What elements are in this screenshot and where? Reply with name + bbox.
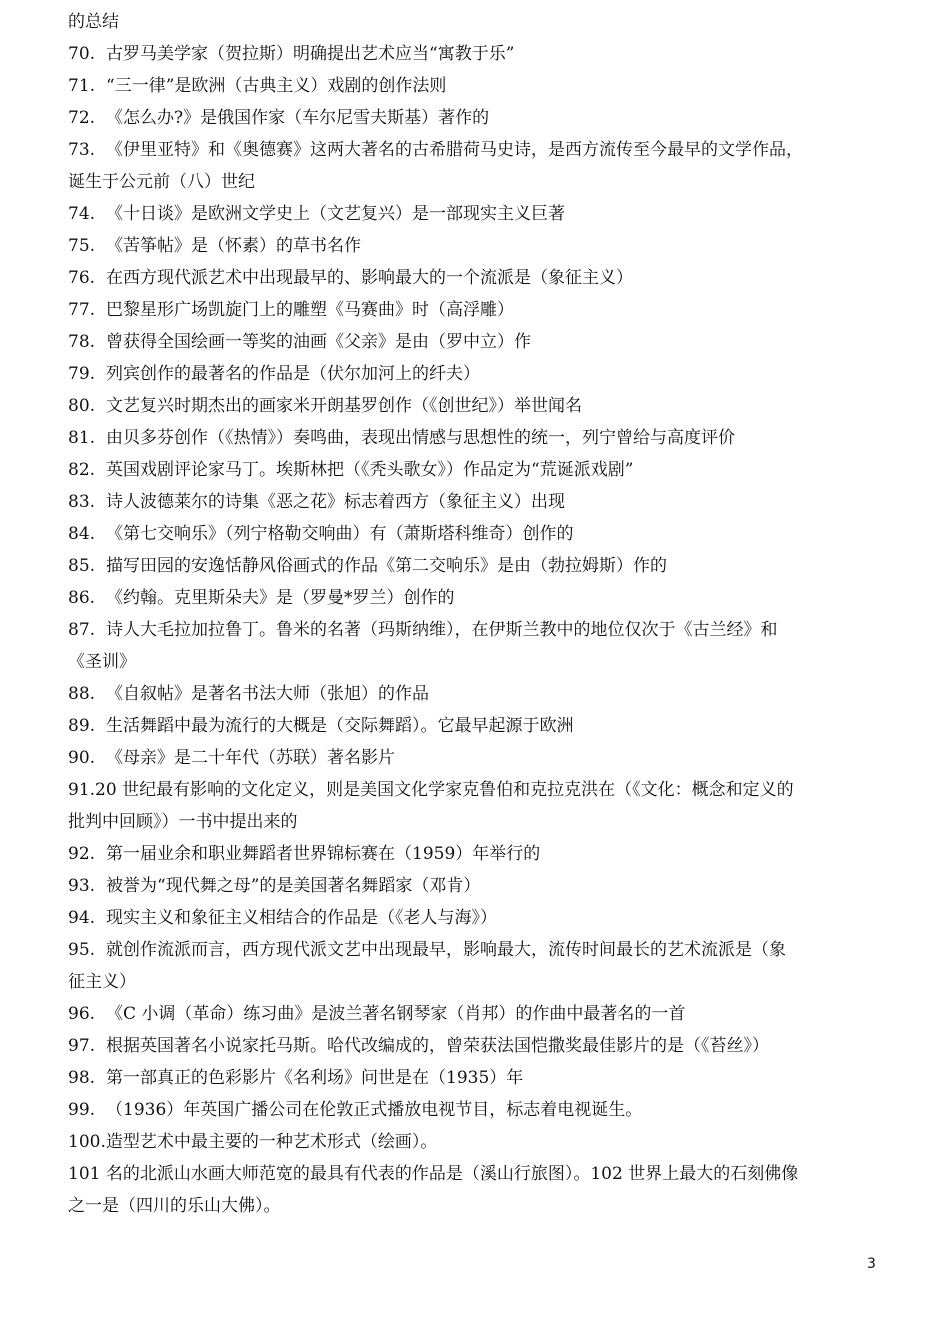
item-text: 《C 小调（革命）练习曲》是波兰著名钢琴家（肖邦）的作曲中最著名的一首 [106,1004,686,1024]
text-line [68,262,884,294]
text-line [68,38,884,70]
item-number: 96. [68,1004,96,1024]
text-line [68,166,884,198]
item-number: 89. [68,716,96,736]
item-number: 70. [68,44,96,64]
text-line [68,230,884,262]
item-text: 曾获得全国绘画一等奖的油画《父亲》是由（罗中立）作 [106,332,531,352]
item-text: 《圣训》 [68,652,136,672]
text-line [68,518,884,550]
item-number: 81. [68,428,96,448]
item-text: （1936）年英国广播公司在伦敦正式播放电视节目，标志着电视诞生。 [106,1100,643,1120]
text-line [68,582,884,614]
item-number: 92. [68,844,96,864]
text-line [68,1030,884,1062]
item-number: 88. [68,684,96,704]
text-line [68,102,884,134]
text-line [68,1126,884,1158]
item-text: 之一是（四川的乐山大佛）。 [68,1196,281,1216]
text-line [68,806,884,838]
item-text: 文艺复兴时期杰出的画家米开朗基罗创作（《创世纪》）举世闻名 [106,396,582,416]
item-number: 76. [68,268,96,288]
text-line [68,742,884,774]
item-text: 《母亲》是二十年代（苏联）著名影片 [106,748,395,768]
text-line [68,390,884,422]
item-text: 的总结 [68,12,119,32]
item-text: 《伊里亚特》和《奥德赛》这两大著名的古希腊荷马史诗，是西方流传至今最早的文学作品， [106,140,803,160]
item-text: 第一部真正的色彩影片《名利场》问世是在（1935）年 [106,1068,524,1088]
item-number: 94. [68,908,96,928]
item-text: 《苦筝帖》是（怀素）的草书名作 [106,236,361,256]
item-number: 86. [68,588,96,608]
text-line [68,774,884,806]
item-text: 91.20 世纪最有影响的文化定义，则是美国文化学家克鲁伯和克拉克洪在（《文化：概念和定义的 [68,780,794,800]
item-text: 《第七交响乐》（列宁格勒交响曲）有（萧斯塔科维奇）创作的 [106,524,574,544]
item-text: 古罗马美学家（贺拉斯）明确提出艺术应当“寓教于乐” [106,44,515,64]
text-line [68,870,884,902]
item-text: 批判中回顾》）一书中提出来的 [68,812,298,832]
item-number: 100. [68,1132,106,1152]
text-line [68,454,884,486]
item-text: 造型艺术中最主要的一种艺术形式（绘画）。 [105,1132,438,1152]
text-line [68,422,884,454]
text-line [68,550,884,582]
item-text: 现实主义和象征主义相结合的作品是（《老人与海》） [106,908,497,928]
item-number: 77. [68,300,96,320]
item-text: 由贝多芬创作（《热情》）奏鸣曲，表现出情感与思想性的统一，列宁曾给与高度评价 [106,428,735,448]
text-line [68,1190,884,1222]
item-text: 就创作流派而言，西方现代派文艺中出现最早，影响最大，流传时间最长的艺术流派是（象 [106,940,786,960]
item-number: 74. [68,204,96,224]
document-body [68,6,884,1222]
item-number: 87. [68,620,96,640]
text-line [68,486,884,518]
item-number: 75. [68,236,96,256]
text-line [68,902,884,934]
item-text: 101 名的北派山水画大师范宽的最具有代表的作品是（溪山行旅图）。102 世界上最大的石刻佛像 [68,1164,799,1184]
text-line [68,198,884,230]
text-line [68,678,884,710]
item-text: “三一律”是欧洲（古典主义）戏剧的创作法则 [106,76,447,96]
text-line [68,966,884,998]
item-number: 99. [68,1100,96,1120]
text-line [68,998,884,1030]
item-text: 描写田园的安逸恬静风俗画式的作品《第二交响乐》是由（勃拉姆斯）作的 [106,556,667,576]
item-text: 生活舞蹈中最为流行的大概是（交际舞蹈）。它最早起源于欧洲 [106,716,574,736]
item-text: 巴黎星形广场凯旋门上的雕塑《马赛曲》时（高浮雕） [106,300,514,320]
item-number: 93. [68,876,96,896]
text-line [68,934,884,966]
item-text: 英国戏剧评论家马丁。埃斯林把（《秃头歌女》）作品定为“荒诞派戏剧” [106,460,634,480]
item-number: 90. [68,748,96,768]
item-number: 79. [68,364,96,384]
item-text: 列宾创作的最著名的作品是（伏尔加河上的纤夫） [106,364,480,384]
item-text: 《十日谈》是欧洲文学史上（文艺复兴）是一部现实主义巨著 [106,204,565,224]
item-text: 第一届业余和职业舞蹈者世界锦标赛在（1959）年举行的 [106,844,541,864]
item-text: 诗人大毛拉加拉鲁丁。鲁米的名著（玛斯纳维），在伊斯兰教中的地位仅次于《古兰经》和 [106,620,778,640]
item-text: 征主义） [68,972,136,992]
item-text: 《自叙帖》是著名书法大师（张旭）的作品 [106,684,429,704]
item-text: 诗人波德莱尔的诗集《恶之花》标志着西方（象征主义）出现 [106,492,565,512]
text-line [68,70,884,102]
text-line [68,838,884,870]
item-text: 根据英国著名小说家托马斯。哈代改编成的，曾荣获法国恺撒奖最佳影片的是（《苔丝》） [106,1036,769,1056]
item-text: 被誉为“现代舞之母”的是美国著名舞蹈家（邓肯） [106,876,481,896]
item-number: 97. [68,1036,96,1056]
text-line [68,1094,884,1126]
text-line [68,1062,884,1094]
item-text: 《约翰。克里斯朵夫》是（罗曼*罗兰）创作的 [106,588,455,608]
text-line [68,6,884,38]
text-line [68,1158,884,1190]
item-number: 73. [68,140,96,160]
item-number: 72. [68,108,96,128]
text-line [68,134,884,166]
text-line [68,646,884,678]
item-number: 85. [68,556,96,576]
page-number: 3 [867,1256,876,1272]
item-number: 71. [68,76,96,96]
text-line [68,358,884,390]
item-text: 在西方现代派艺术中出现最早的、影响最大的一个流派是（象征主义） [106,268,633,288]
text-line [68,294,884,326]
text-line [68,710,884,742]
text-line [68,326,884,358]
item-text: 《怎么办?》是俄国作家（车尔尼雪夫斯基）著作的 [106,108,490,128]
item-text: 诞生于公元前（八）世纪 [68,172,255,192]
item-number: 95. [68,940,96,960]
item-number: 78. [68,332,96,352]
text-line [68,614,884,646]
item-number: 98. [68,1068,96,1088]
item-number: 83. [68,492,96,512]
item-number: 82. [68,460,96,480]
item-number: 84. [68,524,96,544]
item-number: 80. [68,396,96,416]
